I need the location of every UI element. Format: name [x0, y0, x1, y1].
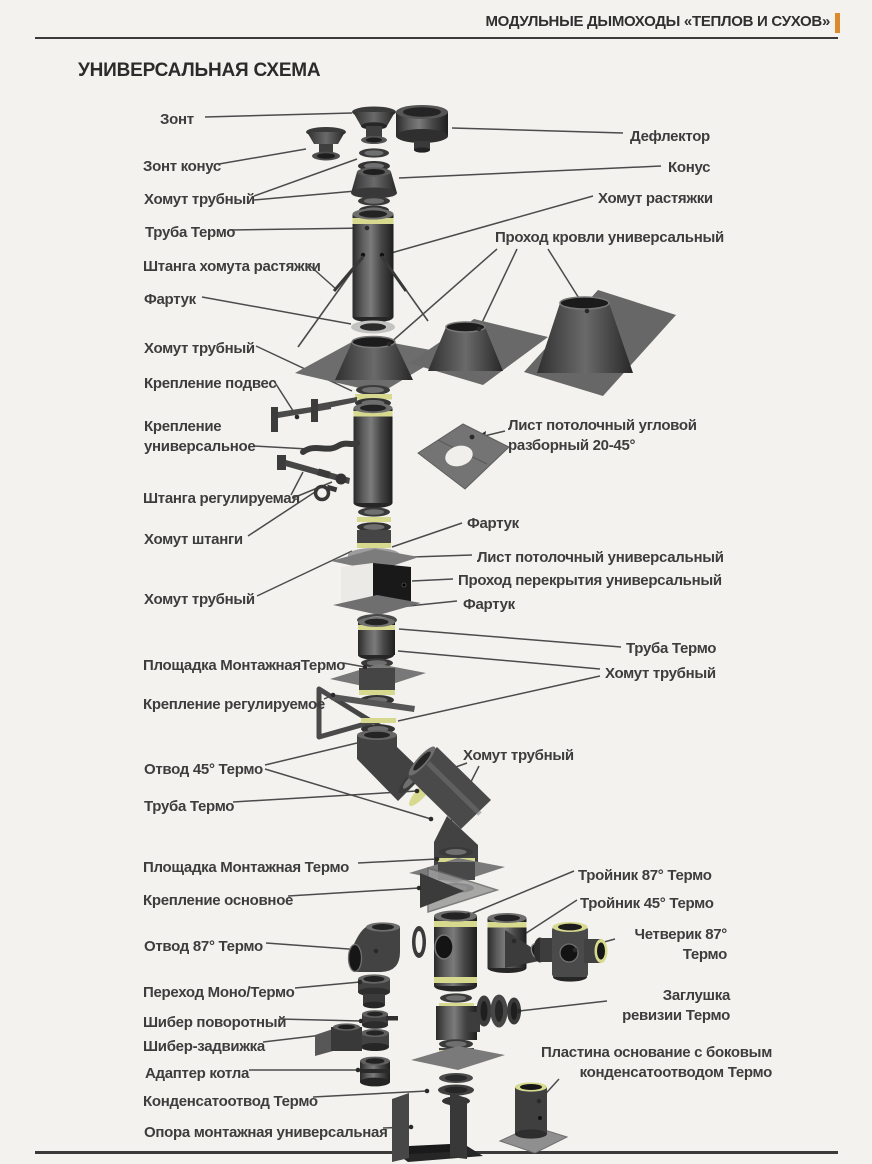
label-troynik-45-termo: Тройник 45° Термо: [580, 895, 714, 912]
label-konus: Конус: [668, 159, 711, 176]
label-plastina-osnovanie: Пластина основание с боковым конденсатоотводом Термо: [541, 1044, 772, 1082]
label-kreplenie-podves: Крепление подвес: [144, 375, 277, 392]
part-koltso: [412, 926, 426, 958]
label-khomut-rastyazhki: Хомут растяжки: [598, 190, 713, 207]
label-prokhod-perekrytiya-universalny: Проход перекрытия универсальный: [458, 572, 722, 589]
brand-title: МОДУЛЬНЫЕ ДЫМОХОДЫ «ТЕПЛОВ И СУХОВ»: [485, 13, 830, 30]
part-opora: [392, 1093, 483, 1162]
label-kreplenie-osnovnoe: Крепление основное: [143, 892, 294, 909]
part-shiber-povorotny: [361, 1010, 398, 1051]
label-zont: Зонт: [160, 111, 194, 128]
label-otvod-87-termo: Отвод 87° Термо: [144, 938, 263, 955]
part-middle-stack: [331, 507, 419, 571]
label-shiber-povorotny: Шибер поворотный: [143, 1014, 287, 1031]
label-shiber-zadvizhka: Шибер-задвижка: [143, 1038, 265, 1055]
label-fartuk-3: Фартук: [463, 596, 515, 613]
part-truba-termo-2: [354, 403, 393, 508]
part-plastina-osnovanie: [500, 1082, 567, 1153]
label-ploshchadka-montazhnaya-termo-2: Площадка Монтажная Термо: [143, 859, 349, 876]
part-revizia: [436, 993, 521, 1040]
part-perekhod: [358, 974, 390, 1008]
label-shtanga-khomuta-rastyazhki: Штанга хомута растяжки: [143, 258, 321, 275]
part-troynik-87: [434, 911, 477, 992]
part-zont: [352, 107, 396, 145]
part-konus: [351, 167, 397, 214]
label-khomut-trubny-5: Хомут трубный: [463, 747, 574, 764]
label-khomut-trubny-4: Хомут трубный: [605, 665, 716, 682]
label-opora-montazhnaya-universalnaya: Опора монтажная универсальная: [144, 1124, 388, 1141]
label-adapter-kotla: Адаптер котла: [145, 1065, 249, 1082]
label-otvod-45-termo: Отвод 45° Термо: [144, 761, 263, 778]
label-kreplenie-reguliruemoe: Крепление регулируемое: [143, 696, 325, 713]
label-truba-termo-3: Труба Термо: [626, 640, 717, 657]
label-truba-termo-2: Труба Термо: [144, 798, 235, 815]
label-ploshchadka-montazhnaya-termo-1: Площадка МонтажнаяТермо: [143, 657, 346, 674]
label-chetverik-87-termo: Четверик 87° Термо: [634, 926, 727, 964]
part-prokhod-perekrytiya: [333, 563, 421, 660]
label-khomut-trubny-3: Хомут трубный: [144, 591, 255, 608]
label-kreplenie-universalnoe: Крепление универсальное: [144, 418, 256, 456]
label-list-potolochny-uglovoy: Лист потолочный угловой разборный 20-45°: [508, 417, 697, 455]
part-fartuk-1: [351, 321, 395, 334]
label-fartuk-1: Фартук: [144, 291, 196, 308]
label-troynik-87-termo: Тройник 87° Термо: [578, 867, 712, 884]
part-prokhod-krovli-3: [524, 290, 676, 396]
label-deflektor: Дефлектор: [630, 128, 710, 145]
label-truba-termo-1: Труба Термо: [145, 224, 236, 241]
label-list-potolochny-universalny: Лист потолочный универсальный: [477, 549, 724, 566]
part-zont-konus: [306, 127, 346, 161]
label-khomut-shtangi: Хомут штанги: [144, 531, 243, 548]
part-otvod-87: [349, 922, 401, 972]
part-adapter-kotla: [360, 1057, 390, 1087]
label-perekhod-mono-termo: Переход Моно/Термо: [143, 984, 295, 1001]
label-prokhod-krovli-universalny: Проход кровли универсальный: [495, 229, 724, 246]
label-shtanga-reguliruemaya: Штанга регулируемая: [143, 490, 300, 507]
label-kondensatootvod-termo: Конденсатоотвод Термо: [143, 1093, 318, 1110]
part-chetverik: [534, 922, 608, 982]
page-title: УНИВЕРСАЛЬНАЯ СХЕМА: [78, 60, 321, 81]
label-fartuk-2: Фартук: [467, 515, 519, 532]
part-shiber-zadvizhka: [315, 1023, 362, 1056]
part-deflektor: [396, 105, 448, 153]
label-khomut-trubny-2: Хомут трубный: [144, 340, 255, 357]
label-zont-konus: Зонт конус: [143, 158, 221, 175]
label-khomut-trubny-1: Хомут трубный: [144, 191, 255, 208]
label-zaglushka-revizii-termo: Заглушка ревизии Термо: [622, 987, 730, 1025]
